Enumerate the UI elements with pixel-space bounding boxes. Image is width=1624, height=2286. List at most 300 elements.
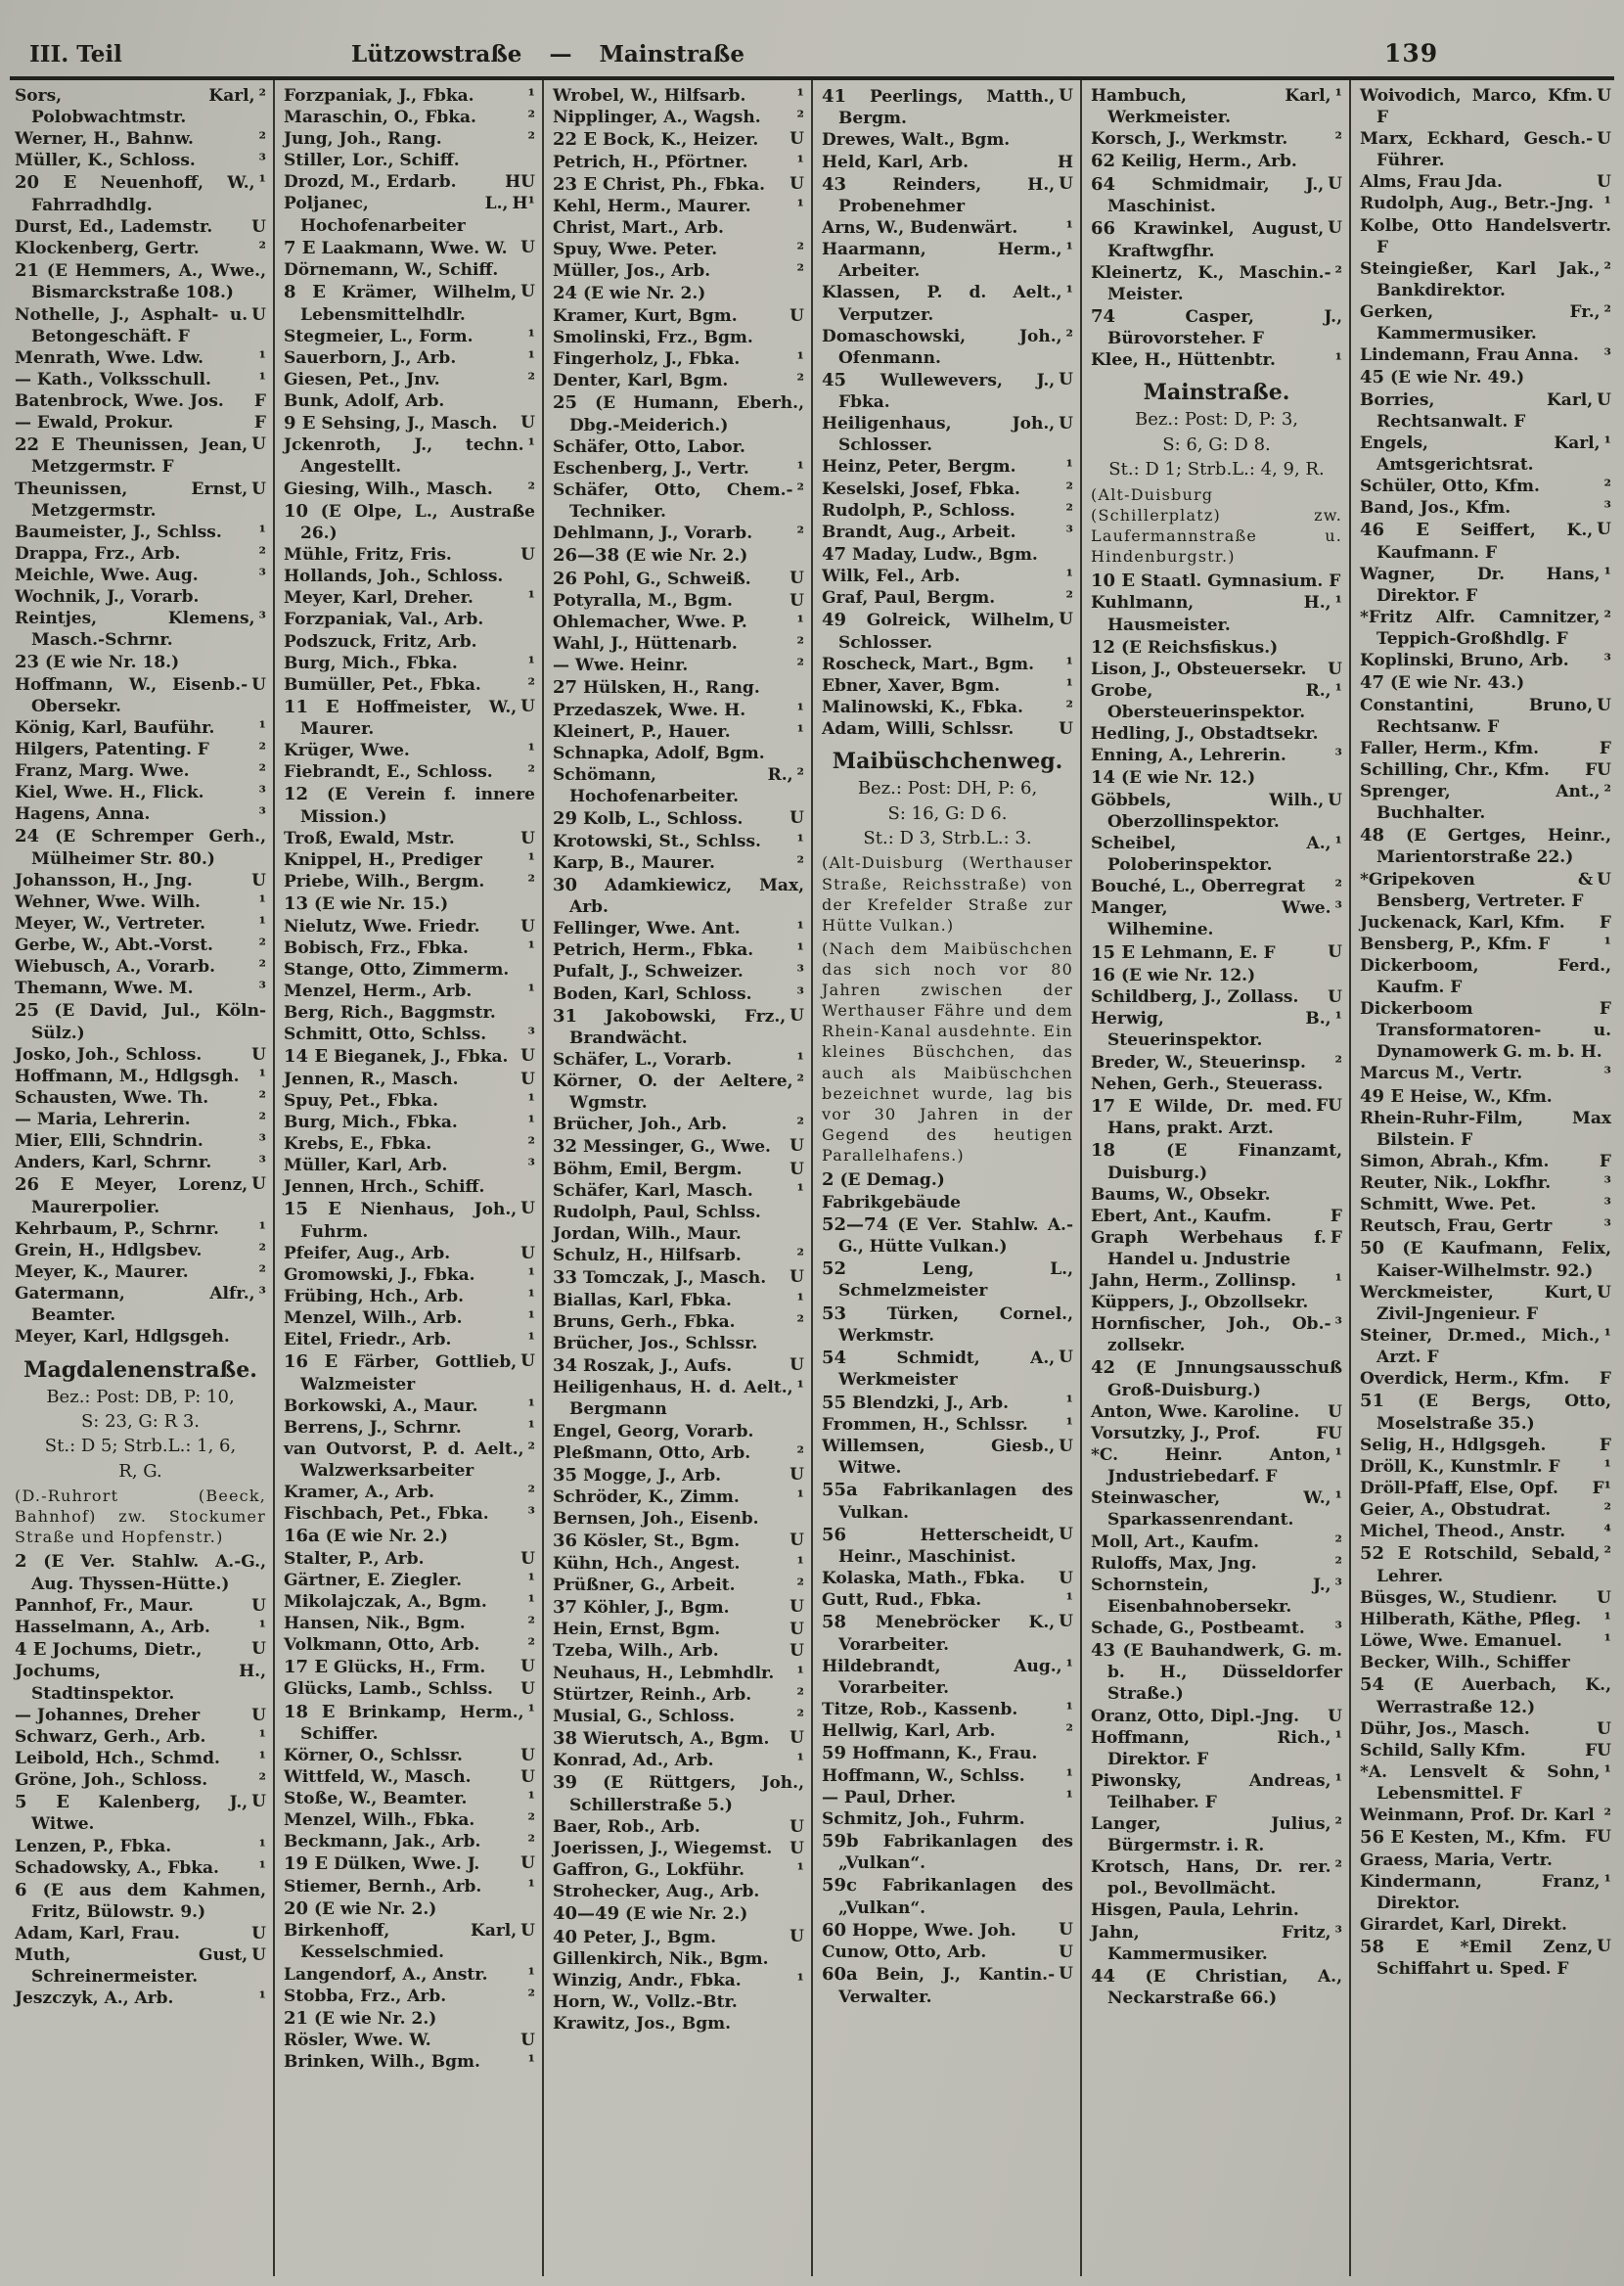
- directory-entry: ¹ Roscheck, Mart., Bgm.: [822, 654, 1073, 674]
- directory-entry: ² Gerbe, W., Abt.-Vorst.: [15, 936, 266, 956]
- floor-mark: U: [1059, 1437, 1073, 1457]
- floor-mark: ²: [1065, 1721, 1073, 1742]
- directory-entry: F Overdick, Herm., Kfm.: [1360, 1369, 1611, 1390]
- floor-mark: U: [520, 1046, 535, 1067]
- directory-entry: 25 (E David, Jul., Köln-Sülz.): [15, 1000, 266, 1043]
- house-number: 58 E: [1360, 1936, 1429, 1957]
- directory-entry: 13 (E wie Nr. 15.): [284, 893, 449, 915]
- directory-entry: 2 (E Ver. Stahlw. A.-G., Aug. Thyssen-Hütte.): [15, 1551, 266, 1594]
- directory-entry: ² Schulz, H., Hilfsarb.: [553, 1246, 804, 1266]
- directory-entry: ¹ Frübing, Hch., Arb.: [284, 1286, 535, 1306]
- floor-mark: ¹: [796, 1180, 804, 1201]
- floor-mark: ¹: [258, 347, 266, 368]
- house-number: 66: [1091, 218, 1116, 240]
- floor-mark: U: [251, 1705, 266, 1725]
- directory-entry: ² Sors, Karl, Polobwachtmstr.: [15, 86, 266, 128]
- directory-entry: F Ebert, Ant., Kaufm.: [1091, 1206, 1342, 1226]
- directory-entry: ² Grein, H., Hdlgsbev.: [15, 1241, 266, 1261]
- directory-entry: ² Bruns, Gerh., Fbka.: [553, 1311, 804, 1332]
- directory-entry: ¹ Fingerholz, J., Fbka.: [553, 349, 804, 370]
- directory-entry: U Adam, Karl, Frau.: [15, 1924, 266, 1944]
- directory-entry: U 54 Schmidt, A., Werkmeister: [822, 1348, 1073, 1391]
- floor-mark: ²: [1065, 479, 1073, 499]
- floor-mark: ³: [258, 783, 266, 803]
- floor-mark: ²: [796, 1246, 804, 1266]
- directory-entry: ¹ Forzpaniak, J., Fbka.: [284, 86, 535, 106]
- district-info: Bez.: Post: D, P: 3,: [1134, 409, 1298, 431]
- floor-mark: U: [1059, 1524, 1073, 1544]
- floor-mark: ³: [258, 804, 266, 825]
- floor-mark: U: [1328, 173, 1342, 194]
- directory-entry: ¹ Eitel, Friedr., Arb.: [284, 1330, 535, 1350]
- house-number: 25: [15, 1000, 40, 1022]
- directory-entry: ² Moll, Art., Kaufm.: [1091, 1532, 1342, 1552]
- directory-entry: ² Stürtzer, Reinh., Arb.: [553, 1684, 804, 1705]
- directory-entry: ² Krotsch, Hans, Dr. rer. pol., Bevollmächt.: [1091, 1857, 1342, 1899]
- directory-entry: ² Müller, Jos., Arb.: [553, 261, 804, 282]
- directory-entry: Hisgen, Paula, Lehrin.: [1091, 1900, 1299, 1921]
- directory-entry: F¹ Dröll-Pfaff, Else, Opf.: [1360, 1479, 1611, 1499]
- directory-entry: ² Körner, O. der Aeltere, Wgmstr.: [553, 1072, 804, 1114]
- directory-entry: ³ Boden, Karl, Schloss.: [553, 983, 804, 1004]
- directory-entry: U 15 E Nienhaus, Joh., Fuhrm.: [284, 1199, 535, 1242]
- floor-mark: U: [789, 1727, 804, 1748]
- floor-mark: ¹: [258, 1617, 266, 1637]
- directory-entry: U 32 Messinger, G., Wwe.: [553, 1136, 804, 1158]
- house-number: 12: [284, 784, 309, 805]
- floor-mark: ³: [527, 1025, 535, 1045]
- house-number: 27: [553, 677, 578, 699]
- directory-entry: ¹ Hambuch, Karl, Werkmeister.: [1091, 86, 1342, 128]
- directory-entry: U Constantini, Bruno, Rechtsanw. F: [1360, 695, 1611, 737]
- directory-entry: ² Kleinertz, K., Maschin.-Meister.: [1091, 262, 1342, 304]
- directory-entry: ² Giesen, Pet., Jnv.: [284, 369, 535, 389]
- district-info: St.: D 5; Strb.L.: 1, 6,: [44, 1436, 237, 1457]
- directory-entry: U Glücks, Lamb., Schlss.: [284, 1679, 535, 1700]
- floor-mark: F: [1599, 1152, 1611, 1172]
- directory-entry: 49 E Heise, W., Kfm.: [1360, 1085, 1553, 1107]
- directory-entry: ³ Jahn, Fritz, Kammermusiker.: [1091, 1922, 1342, 1964]
- floor-mark: U: [1328, 1401, 1342, 1422]
- directory-entry: ¹ Sauerborn, J., Arb.: [284, 347, 535, 368]
- directory-entry: Smolinski, Frz., Bgm.: [553, 327, 753, 347]
- directory-entry: ² Prüßner, G., Arbeit.: [553, 1575, 804, 1595]
- directory-entry: ¹ Gutt, Rud., Fbka.: [822, 1590, 1073, 1611]
- house-number: 29: [553, 808, 578, 830]
- directory-entry: ¹ Ohlemacher, Wwe. P.: [553, 613, 804, 633]
- directory-entry: Schnapka, Adolf, Bgm.: [553, 743, 765, 763]
- district-info: S: 6, G: D 8.: [1162, 434, 1271, 455]
- directory-entry: ⁴ Michel, Theod., Anstr.: [1360, 1522, 1611, 1542]
- floor-mark: ²: [1603, 1806, 1611, 1826]
- floor-mark: U: [520, 1199, 535, 1219]
- floor-mark: ¹: [527, 1090, 535, 1111]
- floor-mark: U: [520, 282, 535, 302]
- directory-entry: ¹ Wagner, Dr. Hans, Direktor. F: [1360, 564, 1611, 606]
- floor-mark: U: [1059, 1943, 1073, 1963]
- house-number: 17 E: [1091, 1095, 1143, 1117]
- house-number: 45: [822, 369, 847, 390]
- house-number: 22 E: [553, 129, 598, 151]
- directory-entry: ¹ Spuy, Pet., Fbka.: [284, 1090, 535, 1111]
- district-info: S: 16, G: D 6.: [887, 802, 1008, 824]
- directory-entry: ² Dehlmann, J., Vorarb.: [553, 524, 804, 544]
- floor-mark: ¹: [796, 700, 804, 720]
- floor-mark: ²: [796, 240, 804, 260]
- house-number: 17 E: [284, 1657, 329, 1678]
- house-number: 46 E: [1360, 520, 1429, 541]
- floor-mark: ²: [527, 1482, 535, 1502]
- directory-entry: ¹ Engels, Karl, Amtsgerichtsrat.: [1360, 433, 1611, 475]
- floor-mark: ¹: [258, 1989, 266, 2009]
- directory-entry: U Kramer, Kurt, Bgm.: [553, 305, 804, 326]
- floor-mark: U: [1328, 941, 1342, 962]
- floor-mark: ¹: [258, 522, 266, 542]
- directory-entry: ² Kramer, A., Arb.: [284, 1482, 535, 1502]
- house-number: 49 E: [1360, 1085, 1405, 1107]
- directory-entry: U Muth, Gust, Schreinermeister.: [15, 1945, 266, 1988]
- floor-mark: ¹: [796, 197, 804, 217]
- directory-entry: ¹ Bensberg, P., Kfm. F: [1360, 934, 1611, 954]
- floor-mark: U: [251, 1595, 266, 1616]
- house-number: 47: [822, 543, 847, 565]
- directory-entry: U Büsges, W., Studienr.: [1360, 1587, 1611, 1608]
- floor-mark: ³: [258, 151, 266, 171]
- house-number: 52: [822, 1258, 847, 1280]
- directory-entry: ² 52 E Rotschild, Sebald, Lehrer.: [1360, 1543, 1611, 1586]
- house-number: 60: [822, 1919, 847, 1941]
- directory-entry: ¹ Schäfer, L., Vorarb.: [553, 1050, 804, 1071]
- directory-entry: U 64 Schmidmair, J., Maschinist.: [1091, 173, 1342, 217]
- floor-mark: ²: [1065, 698, 1073, 718]
- directory-entry: ¹ Hasselmann, A., Arb.: [15, 1617, 266, 1637]
- floor-mark: U: [1059, 1612, 1073, 1632]
- directory-entry: U Dühr, Jos., Masch.: [1360, 1718, 1611, 1739]
- floor-mark: U: [789, 568, 804, 588]
- directory-entry: ¹ Kühn, Hch., Angest.: [553, 1553, 804, 1574]
- directory-entry: 30 Adamkiewicz, Max, Arb.: [553, 874, 804, 918]
- directory-entry: ³ Band, Jos., Kfm.: [1360, 498, 1611, 519]
- house-number: 56: [822, 1524, 847, 1545]
- directory-entry: ² Franz, Marg. Wwe.: [15, 761, 266, 782]
- directory-entry: ¹ Krotowski, St., Schlss.: [553, 831, 804, 851]
- directory-entry: H¹ Poljanec, L., Hochofenarbeiter: [284, 194, 535, 236]
- directory-entry: 40—49 (E wie Nr. 2.): [553, 1903, 748, 1925]
- directory-entry: U 7 E Laakmann, Wwe. W.: [284, 237, 535, 258]
- house-number: 14: [1091, 767, 1116, 789]
- house-number: 15 E: [1091, 941, 1136, 963]
- floor-mark: U: [1328, 1706, 1342, 1726]
- directory-entry: ¹ Jckenroth, J., techn. Angestellt.: [284, 435, 535, 478]
- directory-entry: ¹ Knippel, H., Prediger: [284, 850, 535, 871]
- directory-entry: U Tzeba, Wilh., Arb.: [553, 1641, 804, 1662]
- directory-entry: 59c Fabrikanlagen des „Vulkan“.: [822, 1875, 1073, 1918]
- directory-entry: ¹ Klassen, P. d. Aelt., Verputzer.: [822, 283, 1073, 325]
- directory-entry: ¹ Langendorf, A., Anstr.: [284, 1964, 535, 1985]
- floor-mark: ²: [258, 86, 266, 106]
- floor-mark: ³: [1334, 1618, 1342, 1638]
- directory-entry: ¹ Frommen, H., Schlssr.: [822, 1414, 1073, 1435]
- directory-entry: U Hoffmann, W., Eisenb.-Obersekr.: [15, 674, 266, 716]
- house-number: 48: [1360, 825, 1385, 846]
- directory-entry: Dickerboom, Ferd., Kaufm. F: [1360, 955, 1611, 998]
- floor-mark: U: [1059, 1919, 1073, 1940]
- floor-mark: ²: [527, 108, 535, 128]
- directory-entry: U Pfeifer, Aug., Arb.: [284, 1243, 535, 1263]
- house-number: 40: [553, 1926, 578, 1947]
- floor-mark: U: [789, 1355, 804, 1375]
- directory-entry: 47 (E wie Nr. 43.): [1360, 672, 1525, 694]
- house-number: 33: [553, 1267, 578, 1289]
- directory-entry: U Werckmeister, Kurt, Zivil-Jngenieur. F: [1360, 1282, 1611, 1325]
- floor-mark: ¹: [796, 1487, 804, 1508]
- floor-mark: ¹: [1065, 676, 1073, 697]
- directory-entry: ³ Reuter, Nik., Lokfhr.: [1360, 1173, 1611, 1194]
- floor-mark: ²: [796, 1684, 804, 1705]
- floor-mark: ¹: [527, 1264, 535, 1285]
- directory-entry: U 15 E Lehmann, E. F: [1091, 941, 1342, 963]
- directory-entry: ² Menzel, Wilh., Fbka.: [284, 1810, 535, 1831]
- directory-entry: U 38 Wierutsch, A., Bgm.: [553, 1727, 804, 1749]
- directory-entry: Meyer, Karl, Hdlgsgeh.: [15, 1327, 230, 1348]
- directory-entry: U Birkenhoff, Karl, Kesselschmied.: [284, 1921, 535, 1963]
- floor-mark: U: [1597, 1587, 1611, 1608]
- floor-mark: U: [520, 1679, 535, 1700]
- directory-entry: 55a Fabrikanlagen des Vulkan.: [822, 1480, 1073, 1523]
- floor-mark: ³: [796, 962, 804, 983]
- floor-mark: ¹: [527, 435, 535, 456]
- house-number: 16a: [284, 1526, 320, 1547]
- floor-mark: ²: [258, 957, 266, 978]
- directory-entry: U Hein, Ernst, Bgm.: [553, 1620, 804, 1640]
- directory-entry: ³ Pufalt, J., Schweizer.: [553, 962, 804, 983]
- floor-mark: ²: [796, 1311, 804, 1332]
- directory-entry: H Held, Karl, Arb.: [822, 152, 1073, 172]
- house-number: 60a: [822, 1964, 858, 1986]
- directory-entry: ¹ Herwig, B., Steuerinspektor.: [1091, 1009, 1342, 1051]
- directory-entry: ² Domaschowski, Joh., Ofenmann.: [822, 326, 1073, 368]
- directory-entry: ¹ Stegmeier, L., Form.: [284, 326, 535, 346]
- floor-mark: U: [251, 1044, 266, 1065]
- directory-entry: 62 Keilig, Herm., Arb.: [1091, 151, 1297, 172]
- floor-mark: ¹: [258, 369, 266, 389]
- house-number: 59b: [822, 1830, 859, 1852]
- house-number: 59: [822, 1743, 847, 1764]
- directory-entry: ¹ Hildebrandt, Aug., Vorarbeiter.: [822, 1656, 1073, 1698]
- directory-entry: Jordan, Wilh., Maur.: [553, 1224, 742, 1245]
- floor-mark: ¹: [527, 588, 535, 609]
- house-number: 26: [553, 568, 578, 589]
- house-number: 37: [553, 1596, 578, 1618]
- floor-mark: U: [789, 1596, 804, 1617]
- directory-entry: ¹ Schwarz, Gerh., Arb.: [15, 1726, 266, 1747]
- directory-entry: ¹ Kleinert, P., Hauer.: [553, 721, 804, 742]
- directory-entry: U Stalter, P., Arb.: [284, 1548, 535, 1569]
- directory-entry: 24 (E wie Nr. 2.): [553, 283, 706, 304]
- directory-entry: FU 17 E Wilde, Dr. med. Hans, prakt. Arzt.: [1091, 1095, 1342, 1139]
- directory-entry: U 40 Peter, J., Bgm.: [553, 1926, 804, 1947]
- floor-mark: F: [1599, 1435, 1611, 1455]
- directory-entry: 52—74 (E Ver. Stahlw. A.-G., Hütte Vulkan.): [822, 1213, 1073, 1257]
- floor-mark: U: [251, 1639, 266, 1660]
- directory-entry: ¹ Jeszczyk, A., Arb.: [15, 1989, 266, 2009]
- directory-entry: ³ Schornstein, J., Eisenbahnobersekr.: [1091, 1575, 1342, 1617]
- directory-entry: Stange, Otto, Zimmerm.: [284, 959, 510, 980]
- floor-mark: U: [520, 1069, 535, 1089]
- floor-mark: U: [1059, 414, 1073, 434]
- directory-entry: ¹ Przedaszek, Wwe. H.: [553, 700, 804, 720]
- directory-entry: ² Denter, Karl, Bgm.: [553, 371, 804, 391]
- house-number: 8 E: [284, 282, 326, 303]
- house-number: 52—74: [822, 1213, 889, 1235]
- house-number: 14 E: [284, 1046, 329, 1068]
- floor-mark: F: [1599, 999, 1611, 1020]
- floor-mark: ³: [796, 983, 804, 1004]
- house-number: 55a: [822, 1480, 858, 1501]
- floor-mark: ¹: [796, 919, 804, 939]
- directory-entry: ¹ Krüger, Wwe.: [284, 741, 535, 761]
- directory-entry: ² Giesing, Wilh., Masch.: [284, 479, 535, 499]
- directory-entry: 50 (E Kaufmann, Felix, Kaiser-Wilhelmstr. 92.): [1360, 1238, 1611, 1281]
- floor-mark: F: [1599, 738, 1611, 758]
- directory-entry: ¹ Eschenberg, J., Vertr.: [553, 458, 804, 479]
- floor-mark: ¹: [527, 1789, 535, 1809]
- floor-mark: ²: [796, 656, 804, 676]
- directory-entry: ³ Manger, Wwe. Wilhemine.: [1091, 898, 1342, 940]
- floor-mark: ³: [1334, 1922, 1342, 1943]
- floor-mark: ³: [527, 1504, 535, 1525]
- floor-mark: ¹: [527, 741, 535, 761]
- floor-mark: ¹: [796, 349, 804, 370]
- directory-entry: ² Drappa, Frz., Arb.: [15, 543, 266, 564]
- floor-mark: U: [1597, 86, 1611, 106]
- floor-mark: ¹: [1334, 350, 1342, 371]
- house-number: 54: [1360, 1674, 1385, 1696]
- house-number: 24: [15, 826, 40, 847]
- directory-entry: U Marx, Eckhard, Gesch.-Führer.: [1360, 129, 1611, 171]
- floor-mark: ²: [1334, 1857, 1342, 1878]
- directory-entry: ¹ Hoffmann, W., Schlss.: [822, 1765, 1073, 1786]
- directory-entry: 39 (E Rüttgers, Joh., Schillerstraße 5.): [553, 1772, 804, 1815]
- directory-entry: ¹ Mikolajczak, A., Bgm.: [284, 1591, 535, 1612]
- directory-entry: 20 (E wie Nr. 2.): [284, 1897, 437, 1919]
- floor-mark: ¹: [1603, 1631, 1611, 1652]
- directory-entry: U Göbbels, Wilh., Oberzollinspektor.: [1091, 790, 1342, 832]
- directory-entry: ² Karp, B., Maurer.: [553, 852, 804, 873]
- directory-entry: ² Steingießer, Karl Jak., Bankdirektor.: [1360, 258, 1611, 300]
- floor-mark: ¹: [527, 347, 535, 368]
- floor-mark: ¹: [258, 172, 266, 193]
- house-number: 45: [1360, 367, 1385, 389]
- directory-entry: ² Schüler, Otto, Kfm.: [1360, 476, 1611, 496]
- house-number: 49: [822, 610, 847, 631]
- floor-mark: U: [251, 1174, 266, 1195]
- floor-mark: ¹: [258, 1067, 266, 1086]
- directory-entry: ¹ Petrich, H., Pförtner.: [553, 152, 804, 172]
- directory-entry: U 41 Peerlings, Matth., Bergm.: [822, 86, 1073, 129]
- directory-entry: ¹ Haarmann, Herm., Arbeiter.: [822, 240, 1073, 282]
- house-number: 2: [15, 1551, 27, 1573]
- running-head-street-to: Mainstraße: [599, 41, 744, 68]
- floor-mark: U: [1597, 389, 1611, 410]
- running-head: [338, 41, 758, 68]
- directory-entry: ² Ruloffs, Max, Jng.: [1091, 1553, 1342, 1574]
- directory-entry: ¹ Hoffmann, Rich., Direktor. F: [1091, 1727, 1342, 1769]
- house-number: 13: [284, 893, 309, 915]
- directory-entry: ¹ Piwonsky, Andreas, Teilhaber. F: [1091, 1770, 1342, 1812]
- floor-mark: ¹: [1334, 681, 1342, 702]
- floor-mark: ¹: [258, 1726, 266, 1747]
- directory-entry: U Kolaska, Math., Fbka.: [822, 1569, 1073, 1589]
- directory-entry: 59 Hoffmann, K., Frau.: [822, 1743, 1038, 1764]
- house-number: 4 E: [15, 1639, 47, 1661]
- floor-mark: U: [789, 1531, 804, 1551]
- floor-mark: ²: [1334, 1553, 1342, 1574]
- house-number: 7 E: [284, 237, 316, 258]
- floor-mark: U: [520, 1921, 535, 1942]
- directory-entry: U Anton, Wwe. Karoline.: [1091, 1401, 1342, 1422]
- house-number: 40—49: [553, 1903, 620, 1925]
- house-number: 50: [1360, 1238, 1385, 1259]
- directory-entry: U 60a Bein, J., Kantin.-Verwalter.: [822, 1964, 1073, 2007]
- directory-entry: U 46 E Seiffert, K., Kaufmann. F: [1360, 520, 1611, 563]
- floor-mark: ²: [1603, 1500, 1611, 1521]
- directory-entry: ² Beckmann, Jak., Arb.: [284, 1832, 535, 1852]
- floor-mark: ¹: [527, 326, 535, 346]
- floor-mark: U: [520, 696, 535, 716]
- district-info: St.: D 1; Strb.L.: 4, 9, R.: [1108, 459, 1325, 480]
- floor-mark: U: [789, 1159, 804, 1179]
- directory-entry: U 11 E Hoffmeister, W., Maurer.: [284, 696, 535, 740]
- directory-entry: F Dickerboom Transformatoren- u. Dynamowerk G. m. b. H.: [1360, 999, 1611, 1063]
- floor-mark: ²: [258, 1262, 266, 1283]
- house-number: 64: [1091, 173, 1116, 195]
- floor-mark: ²: [258, 1110, 266, 1130]
- floor-mark: ³: [258, 1131, 266, 1152]
- directory-entry: 53 Türken, Cornel., Werkmstr.: [822, 1303, 1073, 1346]
- floor-mark: ²: [1334, 1052, 1342, 1073]
- directory-entry: ³ Müller, K., Schloss.: [15, 151, 266, 171]
- house-number: 6: [15, 1879, 27, 1900]
- floor-mark: ²: [796, 1442, 804, 1463]
- directory-entry: U 14 E Bieganek, J., Fbka.: [284, 1046, 535, 1068]
- directory-entry: Schmitz, Joh., Fuhrm.: [822, 1808, 1025, 1829]
- directory-entry: U Böhm, Emil, Bergm.: [553, 1159, 804, 1179]
- directory-column: [1080, 80, 1349, 2276]
- floor-mark: ¹: [1065, 283, 1073, 303]
- directory-entry: ³ Kiel, Wwe. H., Flick.: [15, 783, 266, 803]
- directory-entry: ¹ Gaffron, G., Lokführ.: [553, 1859, 804, 1880]
- directory-entry: ³ Gatermann, Alfr., Beamter.: [15, 1284, 266, 1326]
- house-number: 9 E: [284, 413, 316, 434]
- directory-entry: FU Schild, Sally Kfm.: [1360, 1740, 1611, 1760]
- floor-mark: U: [251, 1945, 266, 1966]
- directory-entry: U 16 E Färber, Gottlieb, Walzmeister: [284, 1351, 535, 1394]
- directory-entry: ² Keselski, Josef, Fbka.: [822, 479, 1073, 499]
- floor-mark: ²: [258, 1769, 266, 1790]
- floor-mark: ¹: [1603, 1871, 1611, 1892]
- directory-entry: F Simon, Abrah., Kfm.: [1360, 1152, 1611, 1172]
- directory-entry: Horn, W., Vollz.-Btr.: [553, 1992, 738, 2013]
- directory-entry: U 35 Mogge, J., Arb.: [553, 1464, 804, 1486]
- floor-mark: ²: [1334, 877, 1342, 897]
- floor-mark: ²: [796, 1072, 804, 1092]
- floor-mark: U: [251, 216, 266, 237]
- directory-entry: ¹ Stiemer, Bernh., Arb.: [284, 1876, 535, 1897]
- directory-entry: Podszuck, Fritz, Arb.: [284, 631, 477, 652]
- directory-entry: ³ Mier, Elli, Schndrin.: [15, 1131, 266, 1152]
- floor-mark: ¹: [796, 613, 804, 633]
